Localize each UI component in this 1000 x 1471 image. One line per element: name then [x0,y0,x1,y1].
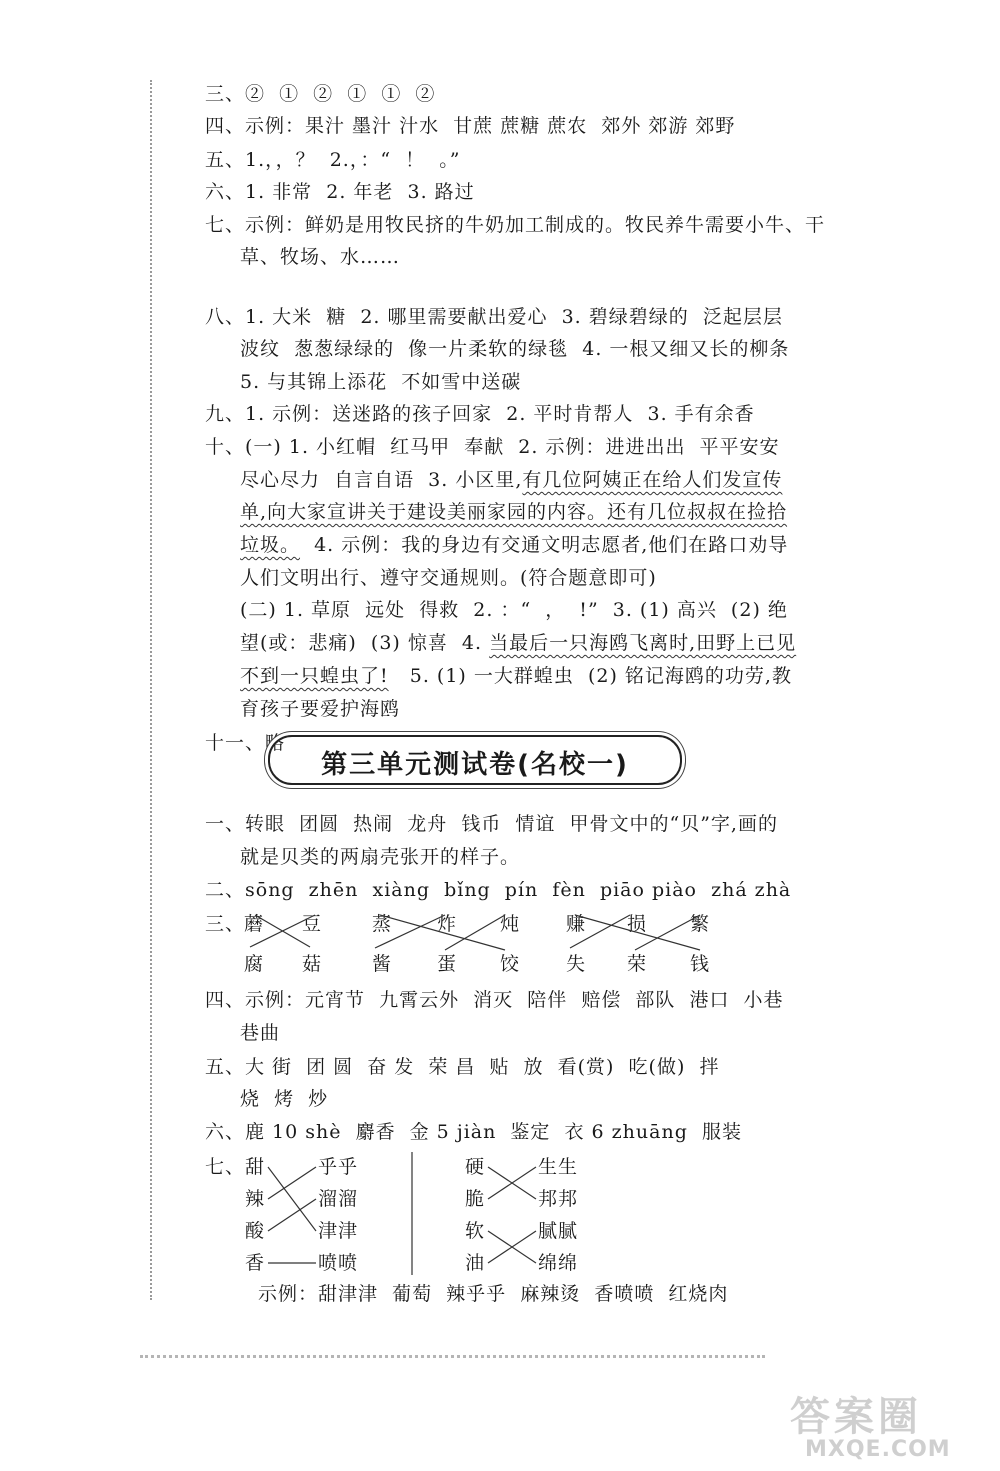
q7-left-word: 喷喷 [318,1252,359,1274]
answer-q10-1-cont2: 单,向大家宣讲关于建设美丽家园的内容。还有几位叔叔在捡拾 [240,501,788,523]
q3-top-word: 损 [627,913,648,935]
answer-q8: 八、1. 大米 糖 2. 哪里需要献出爱心 3. 碧绿碧绿的 泛起层层 [205,306,783,328]
answer-q10-2-cont3: 育孩子要爱护海鸥 [240,698,401,720]
watermark-url: MXQE.COM [805,1437,951,1462]
unit-title: 第三单元测试卷(名校一) [321,750,629,780]
answer-q10-2: (二) 1. 草原 远处 得救 2. ：“ ， !” 3. (1) 高兴 (2) 绝 [240,599,788,621]
q3-top-word: 蘑 [244,913,265,935]
unit3-q7-label: 七、 [205,1156,246,1178]
q7-left-word: 香 [245,1252,266,1274]
unit3-q6: 六、鹿 10 shè 麝香 金 5 jiàn 鉴定 衣 6 zhuāng 服装 [205,1121,742,1143]
q7-left-word: 辣 [245,1188,266,1210]
q7-left-word: 酸 [245,1220,266,1242]
q3-bottom-word: 蛋 [437,953,458,975]
match-line [268,1167,316,1199]
match-line [268,1199,316,1231]
q7-right-word: 软 [465,1220,486,1242]
q3-top-word: 炸 [437,913,458,935]
q3-bottom-word: 失 [566,953,587,975]
q3-top-word: 豆 [302,913,323,935]
match-line [268,1167,316,1231]
unit3-q1: 一、转眼 团圆 热闹 龙舟 钱币 情谊 甲骨文中的“贝”字,画的 [205,813,778,835]
answer-q10-1-cont3: 垃圾。 4. 示例：我的身边有交通文明志愿者,他们在路口劝导 [240,534,789,556]
q3-top-word: 繁 [690,913,711,935]
q3-top-word: 赚 [566,913,587,935]
q7-right-word: 腻腻 [538,1220,579,1242]
answer-q8-cont2: 5. 与其锦上添花 不如雪中送碳 [240,371,522,393]
q3-bottom-word: 酱 [372,953,393,975]
answer-q7: 七、示例：鲜奶是用牧民挤的牛奶加工制成的。牧民养牛需要小牛、干 [205,214,826,236]
unit3-q4-cont: 巷曲 [240,1022,281,1044]
q7-right-word: 生生 [538,1156,579,1178]
answer-q10-1-cont4: 人们文明出行、遵守交通规则。(符合题意即可) [240,567,657,589]
unit3-q2: 二、sōng zhēn xiàng bǐng pín fèn piāo piào zhá zhà [205,879,792,901]
q7-left-word: 溜溜 [318,1188,359,1210]
unit3-q7-example: 示例：甜津津 葡萄 辣乎乎 麻辣烫 香喷喷 红烧肉 [258,1283,729,1305]
answer-q11: 十一、略 [205,732,286,754]
unit3-q1-cont: 就是贝类的两扇壳张开的样子。 [240,846,521,868]
answer-q10-2-cont: 望(或：悲痛) (3) 惊喜 4. 当最后一只海鸥飞离时,田野上已见 [240,632,797,654]
unit3-q5: 五、大 街 团 圆 奋 发 荣 昌 贴 放 看(赏) 吃(做) 拌 [205,1056,720,1078]
q3-bottom-word: 钱 [690,953,711,975]
q3-bottom-word: 荣 [627,953,648,975]
q3-bottom-word: 腐 [244,953,265,975]
q7-right-word: 油 [465,1252,486,1274]
answer-q7-cont: 草、牧场、水…… [240,246,401,268]
q3-top-word: 蒸 [372,913,393,935]
q3-top-word: 炖 [500,913,521,935]
q3-bottom-word: 菇 [302,953,323,975]
q3-bottom-word: 饺 [500,953,521,975]
q7-right-word: 邦邦 [538,1188,579,1210]
q7-left-word: 乎乎 [318,1156,359,1178]
unit3-q5-cont: 烧 烤 炒 [240,1088,329,1110]
answer-q4: 四、示例：果汁 墨汁 汁水 甘蔗 蔗糖 蔗农 郊外 郊游 郊野 [205,115,736,137]
answer-q10-1-cont: 尽心尽力 自言自语 3. 小区里,有几位阿姨正在给人们发宣传 [240,469,783,491]
q7-right-word: 硬 [465,1156,486,1178]
answer-q9: 九、1. 示例：送迷路的孩子回家 2. 平时肯帮人 3. 手有余香 [205,403,755,425]
unit3-q4: 四、示例：元宵节 九霄云外 消灭 陪伴 赔偿 部队 港口 小巷 [205,989,784,1011]
answer-q10-2-cont2: 不到一只蝗虫了! 5. (1) 一大群蝗虫 (2) 铭记海鸥的功劳,教 [240,665,792,687]
watermark [790,1385,990,1465]
answer-q10-1: 十、(一) 1. 小红帽 红马甲 奉献 2. 示例：进进出出 平平安安 [205,436,780,458]
q7-left-word: 津津 [318,1220,359,1242]
unit3-q3-label: 三、 [205,913,246,935]
answer-q6: 六、1. 非常 2. 年老 3. 路过 [205,181,475,203]
q7-left-word: 甜 [245,1156,266,1178]
answer-q5: 五、1.，，？ 2.，：“ ！ 。” [205,149,461,171]
answer-q8-cont: 波纹 葱葱绿绿的 像一片柔软的绿毯 4. 一根又细又长的柳条 [240,338,790,360]
answer-q3: 三、② ① ② ① ① ② [205,83,436,105]
q7-right-word: 脆 [465,1188,486,1210]
q7-right-word: 绵绵 [538,1252,579,1274]
bottom-dotted-rule [140,1355,765,1358]
watermark-logo: 答案圈 [790,1394,922,1440]
